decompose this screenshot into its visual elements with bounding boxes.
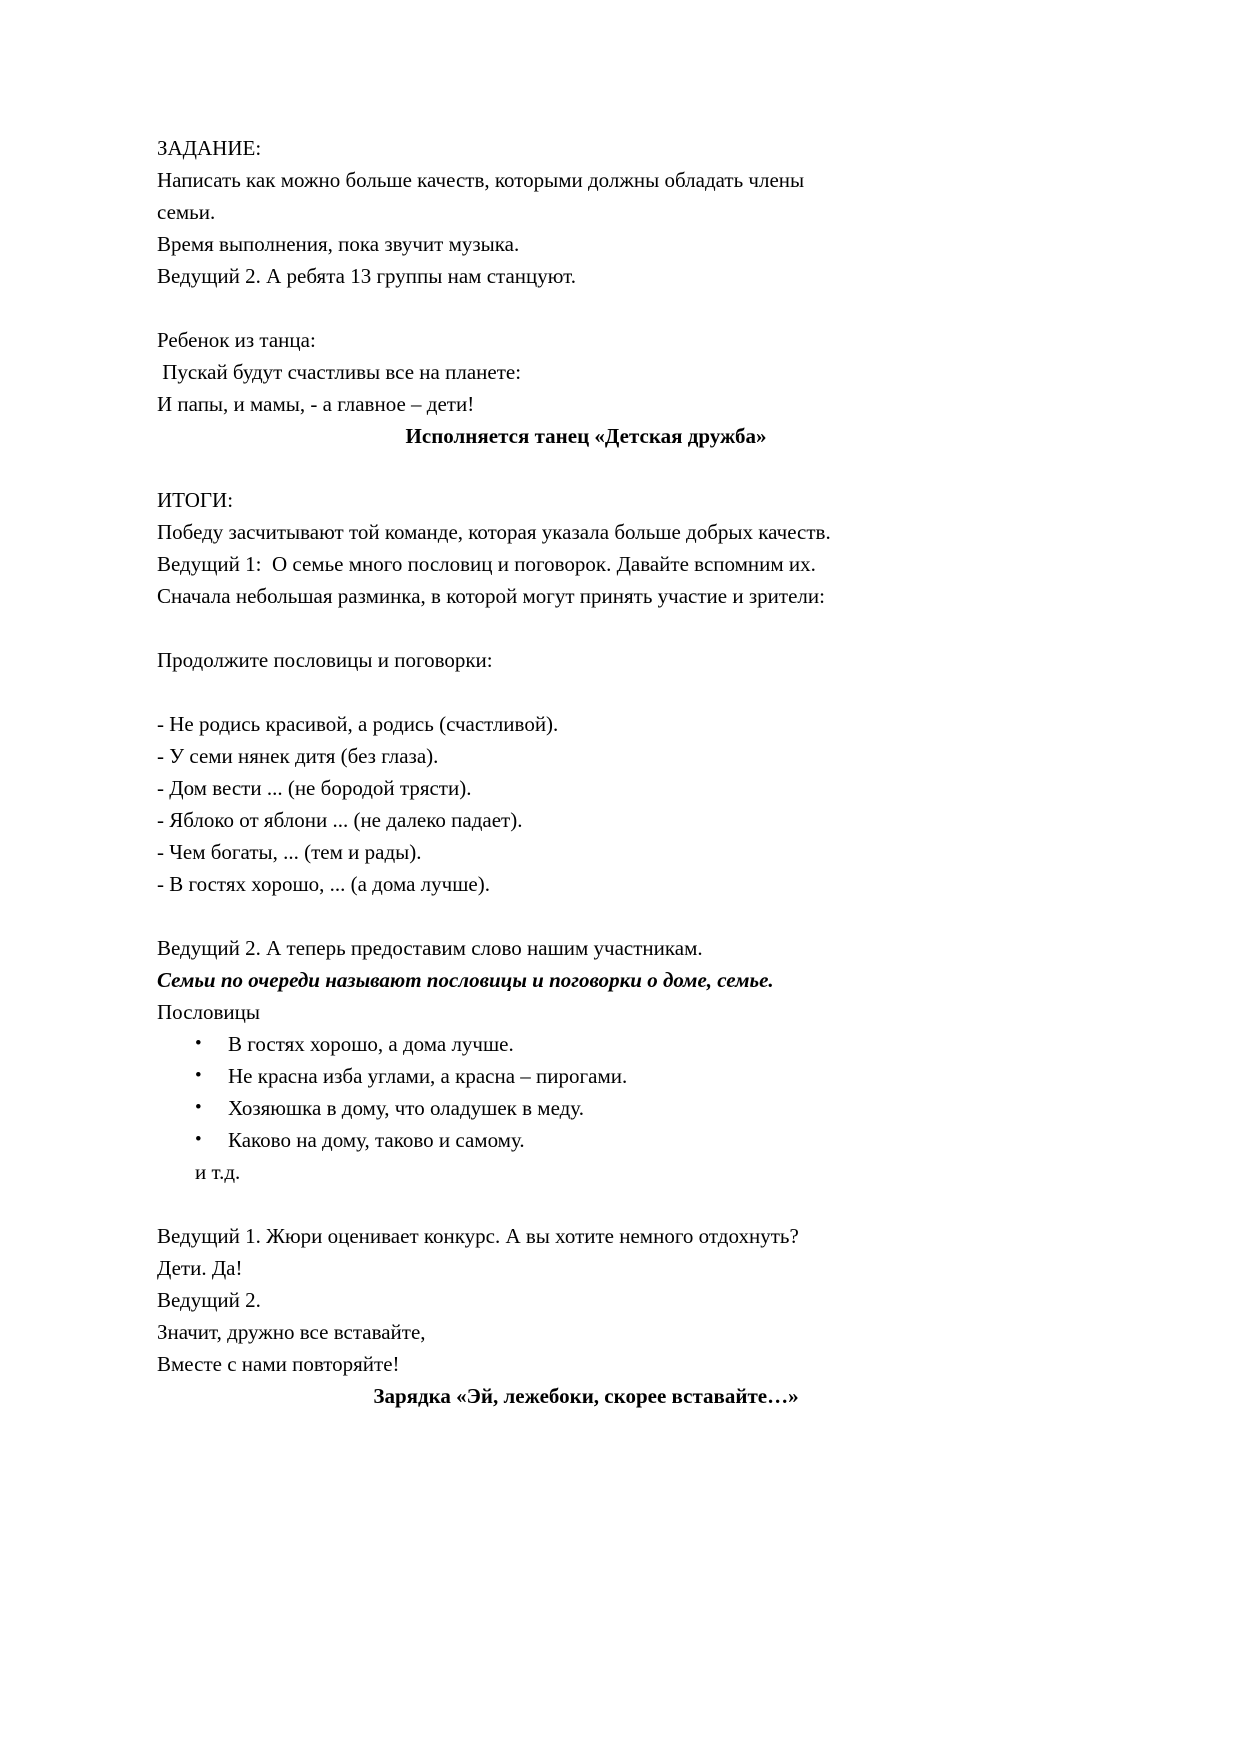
- document-line: Ведущий 1: О семье много пословиц и поговорок. Давайте вспомним их.: [157, 552, 816, 576]
- document-line: ЗАДАНИЕ:: [157, 136, 262, 160]
- document-line: Сначала небольшая разминка, в которой могут принять участие и зрители:: [157, 584, 825, 608]
- document-line: И папы, и мамы, - а главное – дети!: [157, 392, 475, 416]
- document-line: Время выполнения, пока звучит музыка.: [157, 232, 520, 256]
- centered-heading-line: Исполняется танец «Детская дружба»: [405, 424, 767, 448]
- document-line: Ребенок из танца:: [157, 328, 316, 352]
- document-line: Ведущий 2.: [157, 1288, 261, 1312]
- document-line: Ведущий 2. А теперь предоставим слово нашим участникам.: [157, 936, 703, 960]
- bullet-item-text: Хозяюшка в дому, что оладушек в меду.: [228, 1096, 584, 1120]
- document-line: - Чем богаты, ... (тем и рады).: [157, 840, 422, 864]
- document-line: и т.д.: [195, 1160, 241, 1184]
- document-line: Ведущий 1. Жюри оценивает конкурс. А вы хотите немного отдохнуть?: [157, 1224, 799, 1248]
- document-line: Пословицы: [157, 1000, 260, 1024]
- bullet-item: [157, 1092, 1015, 1124]
- document-line: Вместе с нами повторяйте!: [157, 1352, 400, 1376]
- document-line: Значит, дружно все вставайте,: [157, 1320, 426, 1344]
- document-line: Дети. Да!: [157, 1256, 243, 1280]
- blank-line: [157, 612, 1015, 644]
- blank-line: [157, 1188, 1015, 1220]
- document-line: ИТОГИ:: [157, 488, 234, 512]
- blank-line: [157, 676, 1015, 708]
- bullet-item-text: Не красна изба углами, а красна – пирогами.: [228, 1064, 628, 1088]
- bullet-item: [157, 1028, 1015, 1060]
- document-line: Победу засчитывают той команде, которая указала больше добрых качеств.: [157, 520, 831, 544]
- bullet-item-text: Каково на дому, таково и самому.: [228, 1128, 525, 1152]
- document-line: Ведущий 2. А ребята 13 группы нам станцуют.: [157, 264, 577, 288]
- centered-heading-line: Зарядка «Эй, лежебоки, скорее вставайте…»: [373, 1384, 799, 1408]
- document-line: Написать как можно больше качеств, которыми должны обладать члены: [157, 168, 805, 192]
- bullet-icon: •: [195, 1065, 202, 1086]
- document-line: Пускай будут счастливы все на планете:: [157, 360, 522, 384]
- document-line: - Яблоко от яблони ... (не далеко падает).: [157, 808, 523, 832]
- bullet-item: [157, 1124, 1015, 1156]
- bullet-item: [157, 1060, 1015, 1092]
- document-line: - У семи нянек дитя (без глаза).: [157, 744, 439, 768]
- bullet-icon: •: [195, 1129, 202, 1150]
- blank-line: [157, 900, 1015, 932]
- bullet-item-text: В гостях хорошо, а дома лучше.: [228, 1032, 514, 1056]
- document-line: Продолжите пословицы и поговорки:: [157, 648, 493, 672]
- document-line: Семьи по очереди называют пословицы и поговорки о доме, семье.: [157, 968, 774, 992]
- bullet-icon: •: [195, 1033, 202, 1054]
- blank-line: [157, 452, 1015, 484]
- bullet-icon: •: [195, 1097, 202, 1118]
- document-line: семьи.: [157, 200, 216, 224]
- blank-line: [157, 292, 1015, 324]
- document-line: - Не родись красивой, а родись (счастливой).: [157, 712, 559, 736]
- document-line: - Дом вести ... (не бородой трясти).: [157, 776, 472, 800]
- document-line: - В гостях хорошо, ... (а дома лучше).: [157, 872, 490, 896]
